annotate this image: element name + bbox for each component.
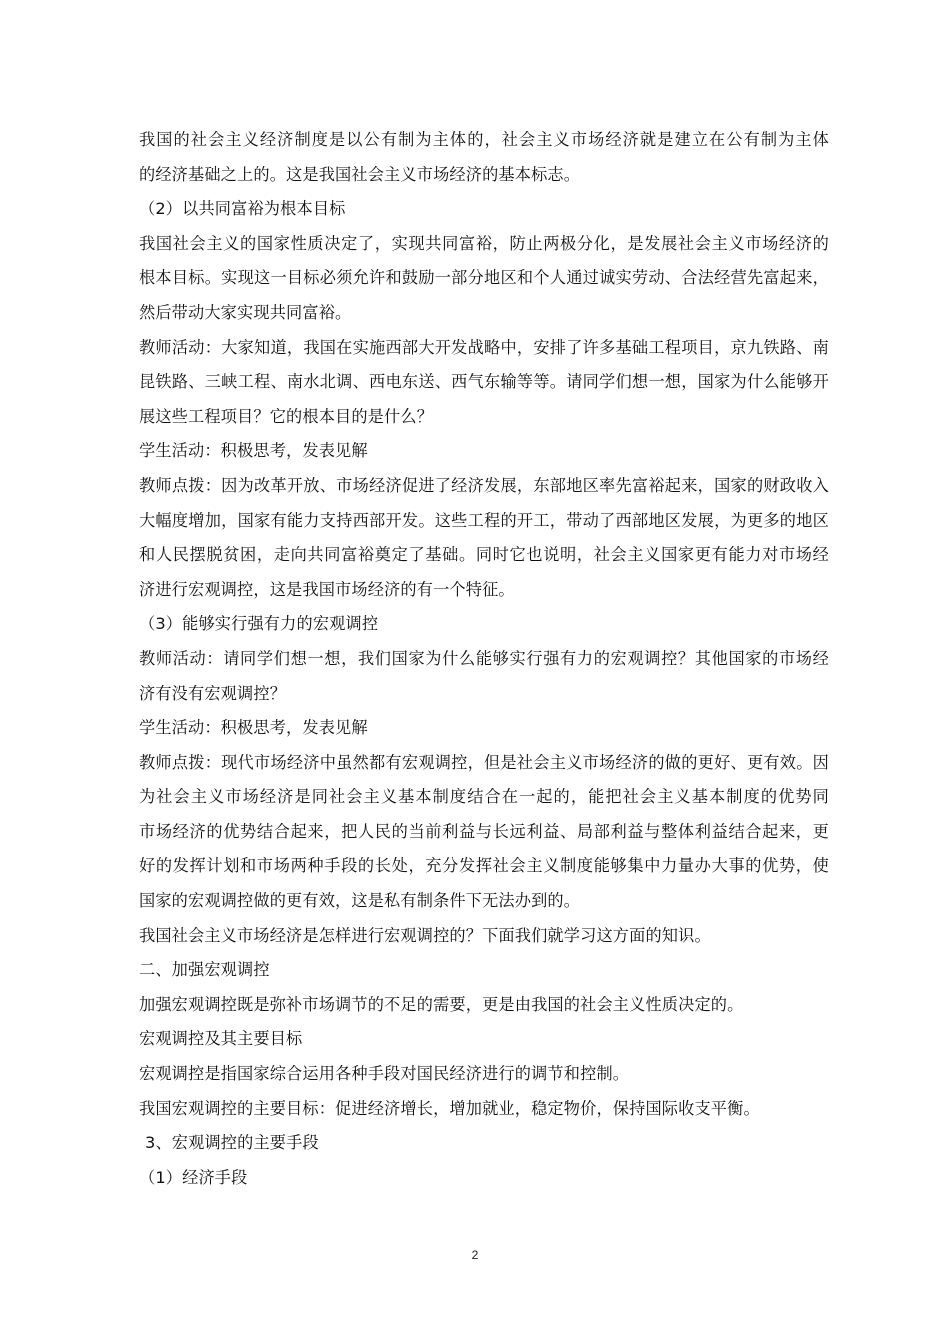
page-number: 2 <box>471 1248 479 1262</box>
text-line: 和人民摆脱贫困，走向共同富裕奠定了基础。同时它也说明，社会主义国家更有能力对市场经 <box>139 545 829 565</box>
text-line: 宏观调控是指国家综合运用各种手段对国民经济进行的调节和控制。 <box>139 1064 630 1084</box>
section-heading: （1）经济手段 <box>139 1167 248 1187</box>
text-line: 的经济基础之上的。这是我国社会主义市场经济的基本标志。 <box>139 164 581 184</box>
text-line: 学生活动：积极思考，发表见解 <box>139 441 368 461</box>
text-line: 大幅度增加，国家有能力支持西部开发。这些工程的开工，带动了西部地区发展，为更多的地区 <box>139 510 829 530</box>
text-line: 我国的社会主义经济制度是以公有制为主体的，社会主义市场经济就是建立在公有制为主体 <box>139 130 829 149</box>
text-line: 根本目标。实现这一目标必须允许和鼓励一部分地区和个人通过诚实劳动、合法经营先富起来， <box>139 268 829 288</box>
section-heading: 二、加强宏观调控 <box>139 960 270 980</box>
text-line: 学生活动：积极思考，发表见解 <box>139 718 368 738</box>
document-body <box>139 123 829 1195</box>
subsection-heading: 宏观调控及其主要目标 <box>139 1029 303 1049</box>
section-heading: （3）能够实行强有力的宏观调控 <box>139 614 379 634</box>
text-line: 教师点拨：现代市场经济中虽然都有宏观调控，但是社会主义市场经济的做的更好、更有效。因 <box>139 752 829 772</box>
text-line: 济进行宏观调控，这是我国市场经济的有一个特征。 <box>139 579 515 599</box>
text-line: 为社会主义市场经济是同社会主义基本制度结合在一起的，能把社会主义基本制度的优势同 <box>139 787 829 807</box>
text-line: 我国社会主义市场经济是怎样进行宏观调控的？下面我们就学习这方面的知识。 <box>139 925 711 945</box>
text-line: 市场经济的优势结合起来，把人民的当前利益与长远利益、局部利益与整体利益结合起来，更 <box>139 821 829 841</box>
text-line: 好的发挥计划和市场两种手段的长处，充分发挥社会主义制度能够集中力量办大事的优势，使 <box>139 856 829 876</box>
text-line: 然后带动大家实现共同富裕。 <box>139 302 352 322</box>
text-line: 展这些工程项目？它的根本目的是什么？ <box>139 406 434 426</box>
text-line: 济有没有宏观调控？ <box>139 683 287 703</box>
subsection-heading: 3、宏观调控的主要手段 <box>145 1133 319 1153</box>
text-line: 我国社会主义的国家性质决定了，实现共同富裕，防止两极分化，是发展社会主义市场经济的 <box>139 233 829 253</box>
text-line: 教师活动：大家知道，我国在实施西部大开发战略中，安排了许多基础工程项目，京九铁路、南 <box>139 337 829 357</box>
text-line: 我国宏观调控的主要目标：促进经济增长，增加就业，稳定物价，保持国际收支平衡。 <box>139 1098 760 1118</box>
text-line: 加强宏观调控既是弥补市场调节的不足的需要，更是由我国的社会主义性质决定的。 <box>139 994 744 1014</box>
text-line: 教师活动：请同学们想一想，我们国家为什么能够实行强有力的宏观调控？其他国家的市场经 <box>139 648 829 668</box>
text-line: 昆铁路、三峡工程、南水北调、西电东送、西气东输等等。请同学们想一想，国家为什么能够开 <box>139 372 829 392</box>
text-line: 国家的宏观调控做的更有效，这是私有制条件下无法办到的。 <box>139 891 581 911</box>
section-heading: （2）以共同富裕为根本目标 <box>139 199 346 219</box>
text-line: 教师点拨：因为改革开放、市场经济促进了经济发展，东部地区率先富裕起来，国家的财政收入 <box>139 475 829 495</box>
